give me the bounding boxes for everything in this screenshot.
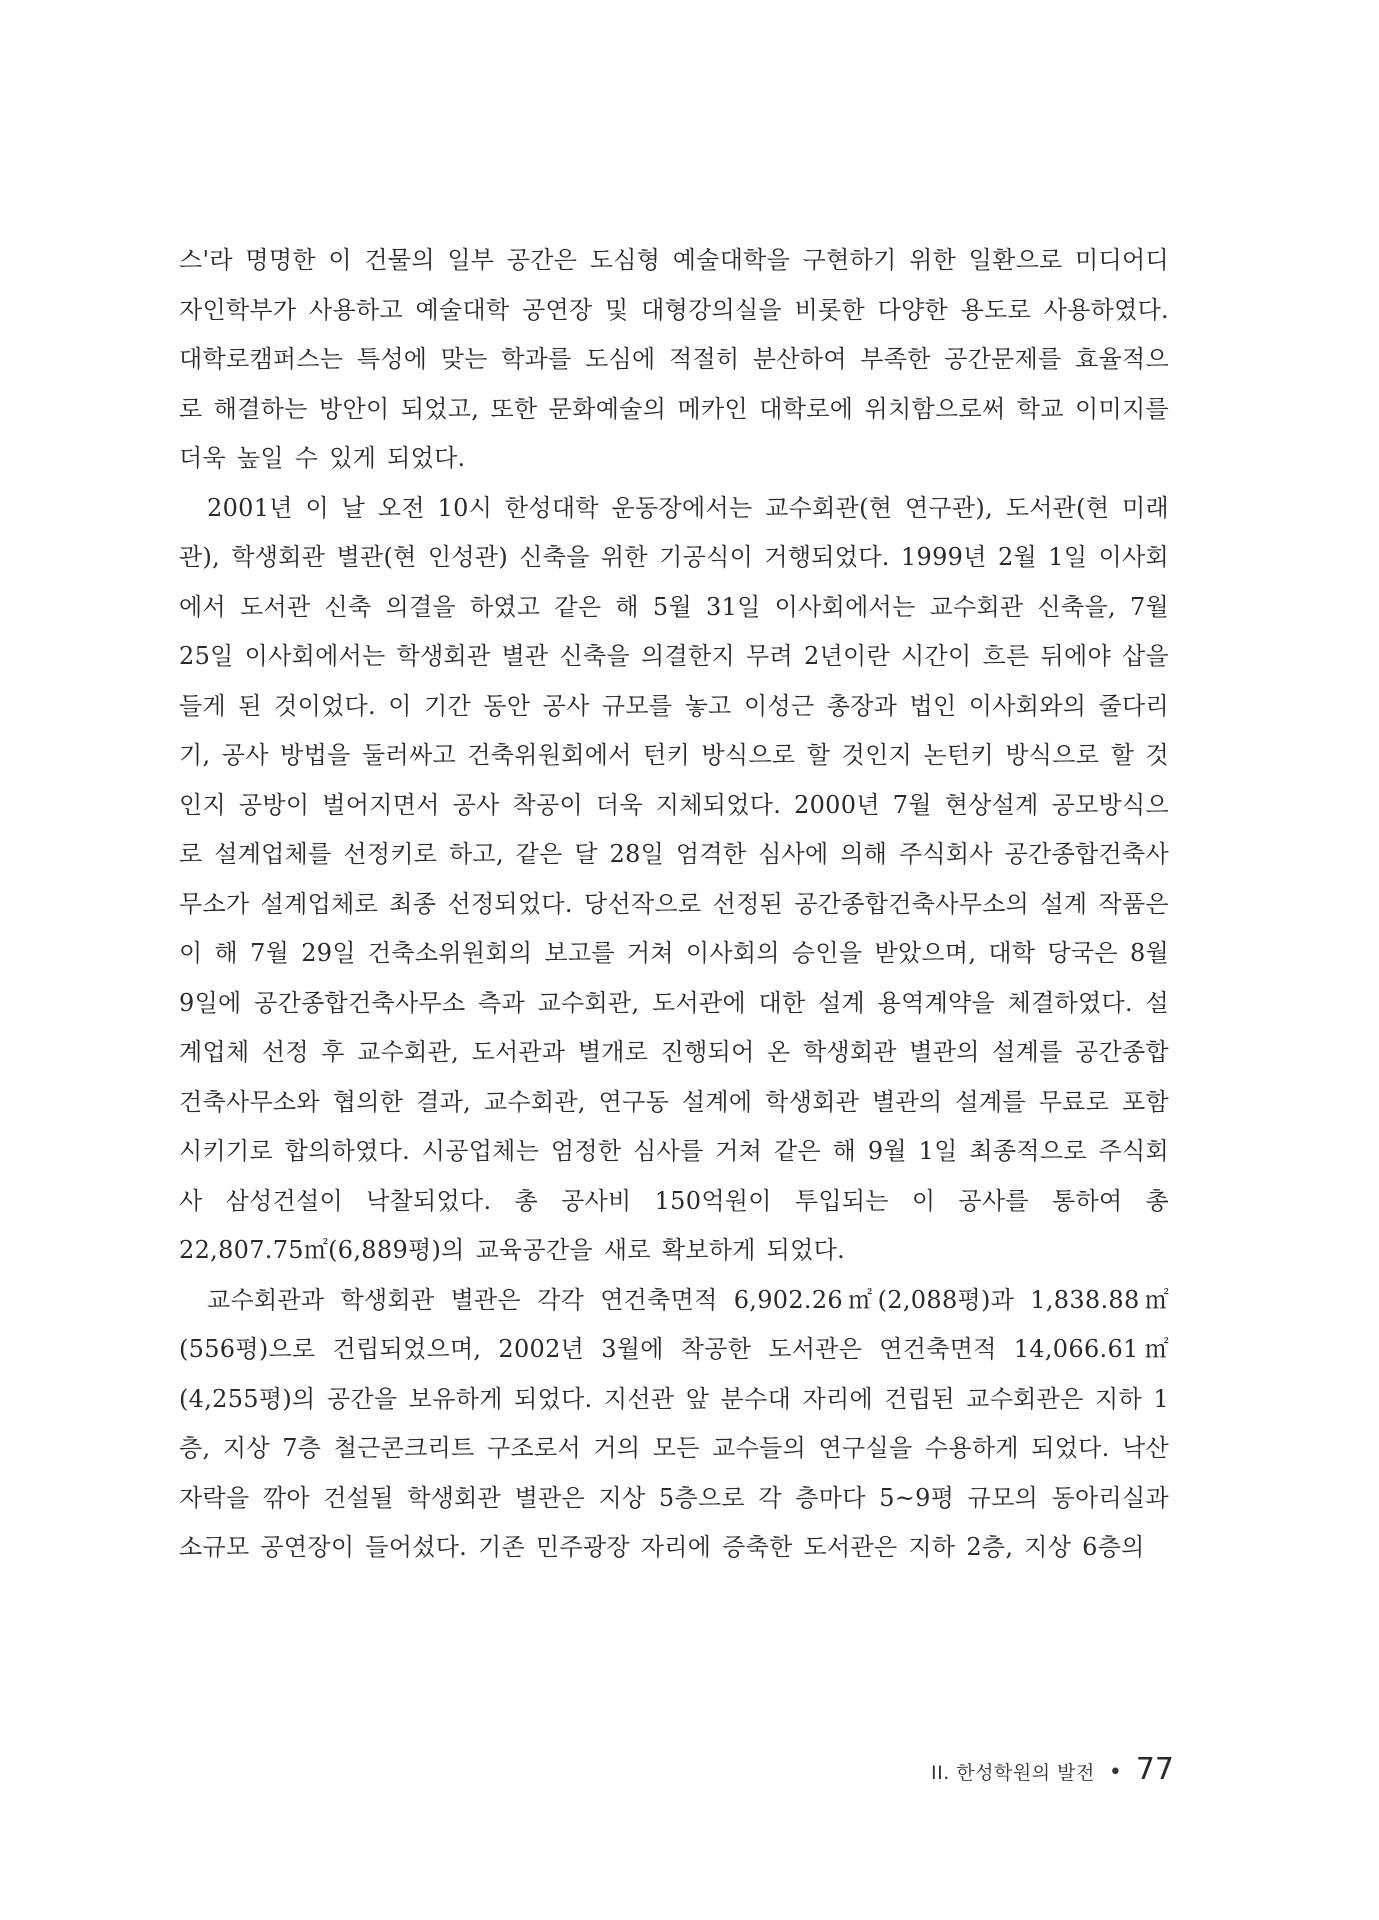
paragraph-groundbreaking: 2001년 이 날 오전 10시 한성대학 운동장에서는 교수회관(현 연구관), 도서관(현 미래관), 학생회관 별관(현 인성관) 신축을 위한 기공식이 거행되었다. 1999년 2월 1일 이사회에서 도서관 신축 의결을 하였고 같은 해 5월 31일 이사회에서는 교수회관 신축을, 7월 25일 이사회에서는 학생회관 별관 신축을 의결한지 무려 2년이란 시간이 흐른 뒤에야 삽을 들게 된 것이었다. 이 기간 동안 공사 규모를 놓고 이성근 총장과 법인 이사회와의 줄다리기, 공사 방법을 둘러싸고 건축위원회에서 턴키 방식으로 할 것인지 논턴키 방식으로 할 것인지 공방이 벌어지면서 공사 착공이 더욱 지체되었다. 2000년 7월 현상설계 공모방식으로 설계업체를 선정키로 하고, 같은 달 28일 엄격한 심사에 의해 주식회사 공간종합건축사무소가 설계업체로 최종 선정되었다. 당선작으로 선정된 공간종합건축사무소의 설계 작품은 이 해 7월 29일 건축소위원회의 보고를 거쳐 이사회의 승인을 받았으며, 대학 당국은 8월 9일에 공간종합건축사무소 측과 교수회관, 도서관에 대한 설계 용역계약을 체결하였다. 설계업체 선정 후 교수회관, 도서관과 별개로 진행되어 온 학생회관 별관의 설계를 공간종합건축사무소와 협의한 결과, 교수회관, 연구동 설계에 학생회관 별관의 설계를 무료로 포함시키기로 합의하였다. 시공업체는 엄정한 심사를 거쳐 같은 해 9월 1일 최종적으로 주식회사 삼성건설이 낙찰되었다. 총 공사비 150억원이 투입되는 이 공사를 통하여 총 22,807.75㎡(6,889평)의 교육공간을 새로 확보하게 되었다.: [179, 493, 1169, 1264]
body-text: [179, 236, 1169, 1573]
paragraph-continuation: 스'라 명명한 이 건물의 일부 공간은 도심형 예술대학을 구현하기 위한 일환으로 미디어디자인학부가 사용하고 예술대학 공연장 및 대형강의실을 비롯한 다양한 용도로 사용하였다. 대학로캠퍼스는 특성에 맞는 학과를 도심에 적절히 분산하여 부족한 공간문제를 효율적으로 해결하는 방안이 되었고, 또한 문화예술의 메카인 대학로에 위치함으로써 학교 이미지를 더욱 높일 수 있게 되었다.: [179, 246, 1169, 472]
running-footer-section: II. 한성학원의 발전: [931, 1762, 1095, 1784]
paragraph-buildings: 교수회관과 학생회관 별관은 각각 연건축면적 6,902.26㎡(2,088평)과 1,838.88㎡(556평)으로 건립되었으며, 2002년 3월에 착공한 도서관은 연건축면적 14,066.61㎡(4,255평)의 공간을 보유하게 되었다. 지선관 앞 분수대 자리에 건립된 교수회관은 지하 1층, 지상 7층 철근콘크리트 구조로서 거의 모든 교수들의 연구실을 수용하게 되었다. 낙산 자락을 깎아 건설될 학생회관 별관은 지상 5층으로 각 층마다 5~9평 규모의 동아리실과 소규모 공연장이 들어섰다. 기존 민주광장 자리에 증축한 도서관은 지하 2층, 지상 6층의: [179, 1285, 1169, 1561]
page-footer: [931, 1752, 1174, 1787]
page-number: 77: [1135, 1752, 1174, 1787]
bullet-icon: •: [1108, 1760, 1122, 1785]
